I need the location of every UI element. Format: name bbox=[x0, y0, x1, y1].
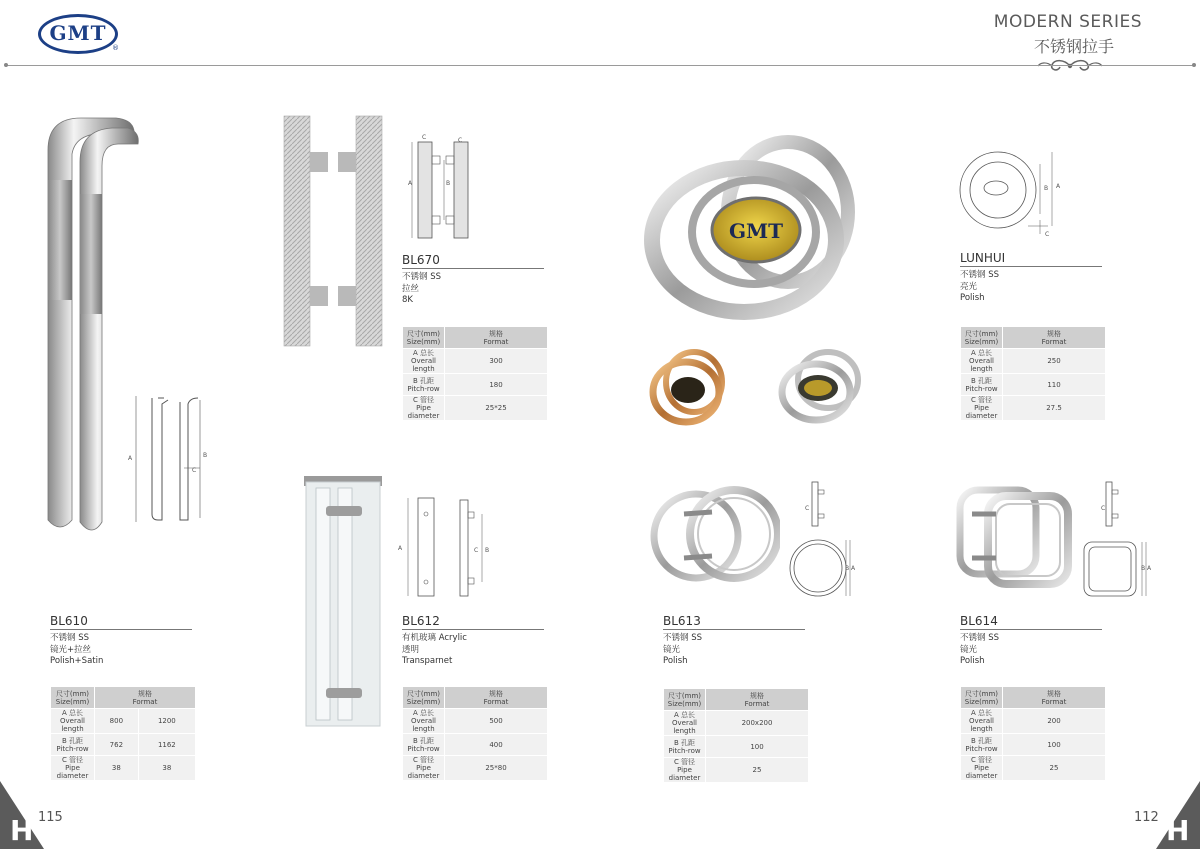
series-title-en: MODERN SERIES bbox=[993, 12, 1142, 32]
table-row: B 孔距 Pitch-row 100 bbox=[961, 734, 1106, 756]
bl612-finish-en: Transparnet bbox=[402, 656, 453, 666]
table-row: B 孔距 Pitch-row 762 1162 bbox=[51, 734, 196, 756]
lunhui-finish-en: Polish bbox=[960, 293, 985, 303]
table-row: A 总长 Overall length 200x200 bbox=[664, 711, 809, 736]
bl614-finish-cn: 镜光 bbox=[960, 644, 978, 655]
table-row: C 管径 Pipe diameter 25*80 bbox=[403, 756, 548, 781]
model-bl614: BL614 bbox=[960, 614, 1102, 630]
dim-label-b: B bbox=[485, 547, 490, 554]
rule-dot bbox=[1192, 63, 1196, 67]
dim-label-b: B bbox=[1141, 565, 1146, 572]
bl613-finish-en: Polish bbox=[663, 656, 688, 666]
dim-label-a: A bbox=[408, 180, 413, 187]
page-number-right: 112 bbox=[1134, 810, 1159, 825]
spec-format-header: 规格 Format bbox=[445, 327, 548, 349]
table-row: B 孔距 Pitch-row 100 bbox=[664, 736, 809, 758]
table-row: B 孔距 Pitch-row 400 bbox=[403, 734, 548, 756]
bl613-dimension-drawing bbox=[784, 478, 854, 600]
bl613-finish-cn: 镜光 bbox=[663, 644, 681, 655]
bl612-finish-cn: 透明 bbox=[402, 644, 420, 655]
page-number-left: 115 bbox=[38, 810, 63, 825]
table-row: C 管径 Pipe diameter 25 bbox=[961, 756, 1106, 781]
table-row: C 管径 Pipe diameter 27.5 bbox=[961, 396, 1106, 421]
bl670-description bbox=[402, 272, 441, 307]
bl610-dimension-drawing bbox=[128, 392, 208, 526]
lunhui-gold-variant-photo bbox=[648, 346, 730, 430]
spec-format-header: 规格 Format bbox=[445, 687, 548, 709]
bl614-finish-en: Polish bbox=[960, 656, 985, 666]
bl614-dimension-drawing bbox=[1080, 478, 1156, 600]
bl614-material: 不锈钢 SS bbox=[960, 633, 999, 643]
bl610-material: 不锈钢 SS bbox=[50, 633, 89, 643]
dim-label-a: A bbox=[1147, 565, 1152, 572]
table-row: A 总长 Overall length 800 1200 bbox=[51, 709, 196, 734]
lunhui-chrome-variant-photo bbox=[774, 346, 864, 430]
bl670-finish-en: 8K bbox=[402, 295, 413, 305]
bl610-finish-cn: 镜光+拉丝 bbox=[50, 644, 92, 655]
bl613-material: 不锈钢 SS bbox=[663, 633, 702, 643]
spec-size-header: 尺寸(mm) Size(mm) bbox=[664, 689, 706, 711]
table-row: C 管径 Pipe diameter 25*25 bbox=[403, 396, 548, 421]
ornament-icon bbox=[1036, 57, 1104, 75]
dim-label-c: C bbox=[1101, 505, 1106, 512]
dim-label-c: C bbox=[458, 137, 463, 144]
spec-format-header: 规格 Format bbox=[1003, 327, 1106, 349]
series-title-cn: 不锈钢拉手 bbox=[1033, 37, 1114, 56]
bl612-spec-table bbox=[402, 686, 548, 781]
dim-label-c: C bbox=[192, 467, 197, 474]
bl610-finish-en: Polish+Satin bbox=[50, 656, 104, 666]
spec-format-header: 规格 Format bbox=[706, 689, 809, 711]
bl612-material: 有机玻璃 Acrylic bbox=[402, 633, 467, 643]
bl670-material: 不锈钢 SS bbox=[402, 272, 441, 282]
table-row: C 管径 Pipe diameter 38 38 bbox=[51, 756, 196, 781]
dim-label-b: B bbox=[845, 565, 850, 572]
model-bl613: BL613 bbox=[663, 614, 805, 630]
dim-label-b: B bbox=[203, 452, 208, 459]
dim-label-a: A bbox=[398, 545, 403, 552]
model-bl612: BL612 bbox=[402, 614, 544, 630]
lunhui-spec-table bbox=[960, 326, 1106, 421]
table-row: B 孔距 Pitch-row 180 bbox=[403, 374, 548, 396]
bl613-handle-photo bbox=[650, 480, 780, 592]
dim-label-c: C bbox=[1045, 231, 1050, 238]
bl670-dimension-drawing bbox=[404, 134, 484, 242]
spec-size-header: 尺寸(mm) Size(mm) bbox=[961, 327, 1003, 349]
lunhui-dimension-drawing bbox=[952, 150, 1072, 240]
model-lunhui: LUNHUI bbox=[960, 251, 1102, 267]
lunhui-handle-photo bbox=[636, 128, 866, 328]
lunhui-description bbox=[960, 270, 999, 305]
bl614-description bbox=[960, 633, 999, 668]
table-row: A 总长 Overall length 500 bbox=[403, 709, 548, 734]
model-bl610: BL610 bbox=[50, 614, 192, 630]
registered-mark: ® bbox=[112, 44, 119, 52]
header-rule bbox=[6, 65, 1194, 66]
lunhui-material: 不锈钢 SS bbox=[960, 270, 999, 280]
bl614-handle-photo bbox=[952, 480, 1076, 592]
bl670-finish-cn: 拉丝 bbox=[402, 283, 420, 294]
corner-letter-left: H bbox=[10, 814, 34, 847]
logo-text: GMT bbox=[49, 21, 107, 45]
spec-format-header: 规格 Format bbox=[1003, 687, 1106, 709]
lunhui-finish-cn: 亮光 bbox=[960, 281, 978, 292]
spec-format-header: 规格 Format bbox=[95, 687, 196, 709]
table-row: B 孔距 Pitch-row 110 bbox=[961, 374, 1106, 396]
dim-label-c: C bbox=[474, 547, 479, 554]
table-row: C 管径 Pipe diameter 25 bbox=[664, 758, 809, 783]
bl610-description bbox=[50, 633, 103, 668]
spec-size-header: 尺寸(mm) Size(mm) bbox=[51, 687, 95, 709]
bl614-spec-table bbox=[960, 686, 1106, 781]
table-row: A 总长 Overall length 250 bbox=[961, 349, 1106, 374]
bl670-handle-photo bbox=[282, 114, 386, 348]
corner-letter-right: H bbox=[1166, 814, 1190, 847]
bl613-spec-table bbox=[663, 688, 809, 783]
model-bl670: BL670 bbox=[402, 253, 544, 269]
dim-label-c: C bbox=[422, 134, 427, 141]
dim-label-a: A bbox=[128, 455, 133, 462]
bl612-handle-photo bbox=[304, 476, 382, 728]
bl613-description bbox=[663, 633, 702, 668]
dim-label-b: B bbox=[446, 180, 451, 187]
bl670-spec-table bbox=[402, 326, 548, 421]
spec-size-header: 尺寸(mm) Size(mm) bbox=[403, 687, 445, 709]
table-row: A 总长 Overall length 200 bbox=[961, 709, 1106, 734]
dim-label-b: B bbox=[1044, 185, 1049, 192]
lunhui-logo-text: GMT bbox=[728, 219, 784, 243]
table-row: A 总长 Overall length 300 bbox=[403, 349, 548, 374]
bl612-description bbox=[402, 633, 467, 668]
dim-label-a: A bbox=[1056, 183, 1061, 190]
spec-size-header: 尺寸(mm) Size(mm) bbox=[961, 687, 1003, 709]
dim-label-a: A bbox=[851, 565, 856, 572]
dim-label-c: C bbox=[805, 505, 810, 512]
spec-size-header: 尺寸(mm) Size(mm) bbox=[403, 327, 445, 349]
rule-dot bbox=[4, 63, 8, 67]
bl610-spec-table bbox=[50, 686, 196, 781]
gmt-logo bbox=[38, 14, 120, 56]
